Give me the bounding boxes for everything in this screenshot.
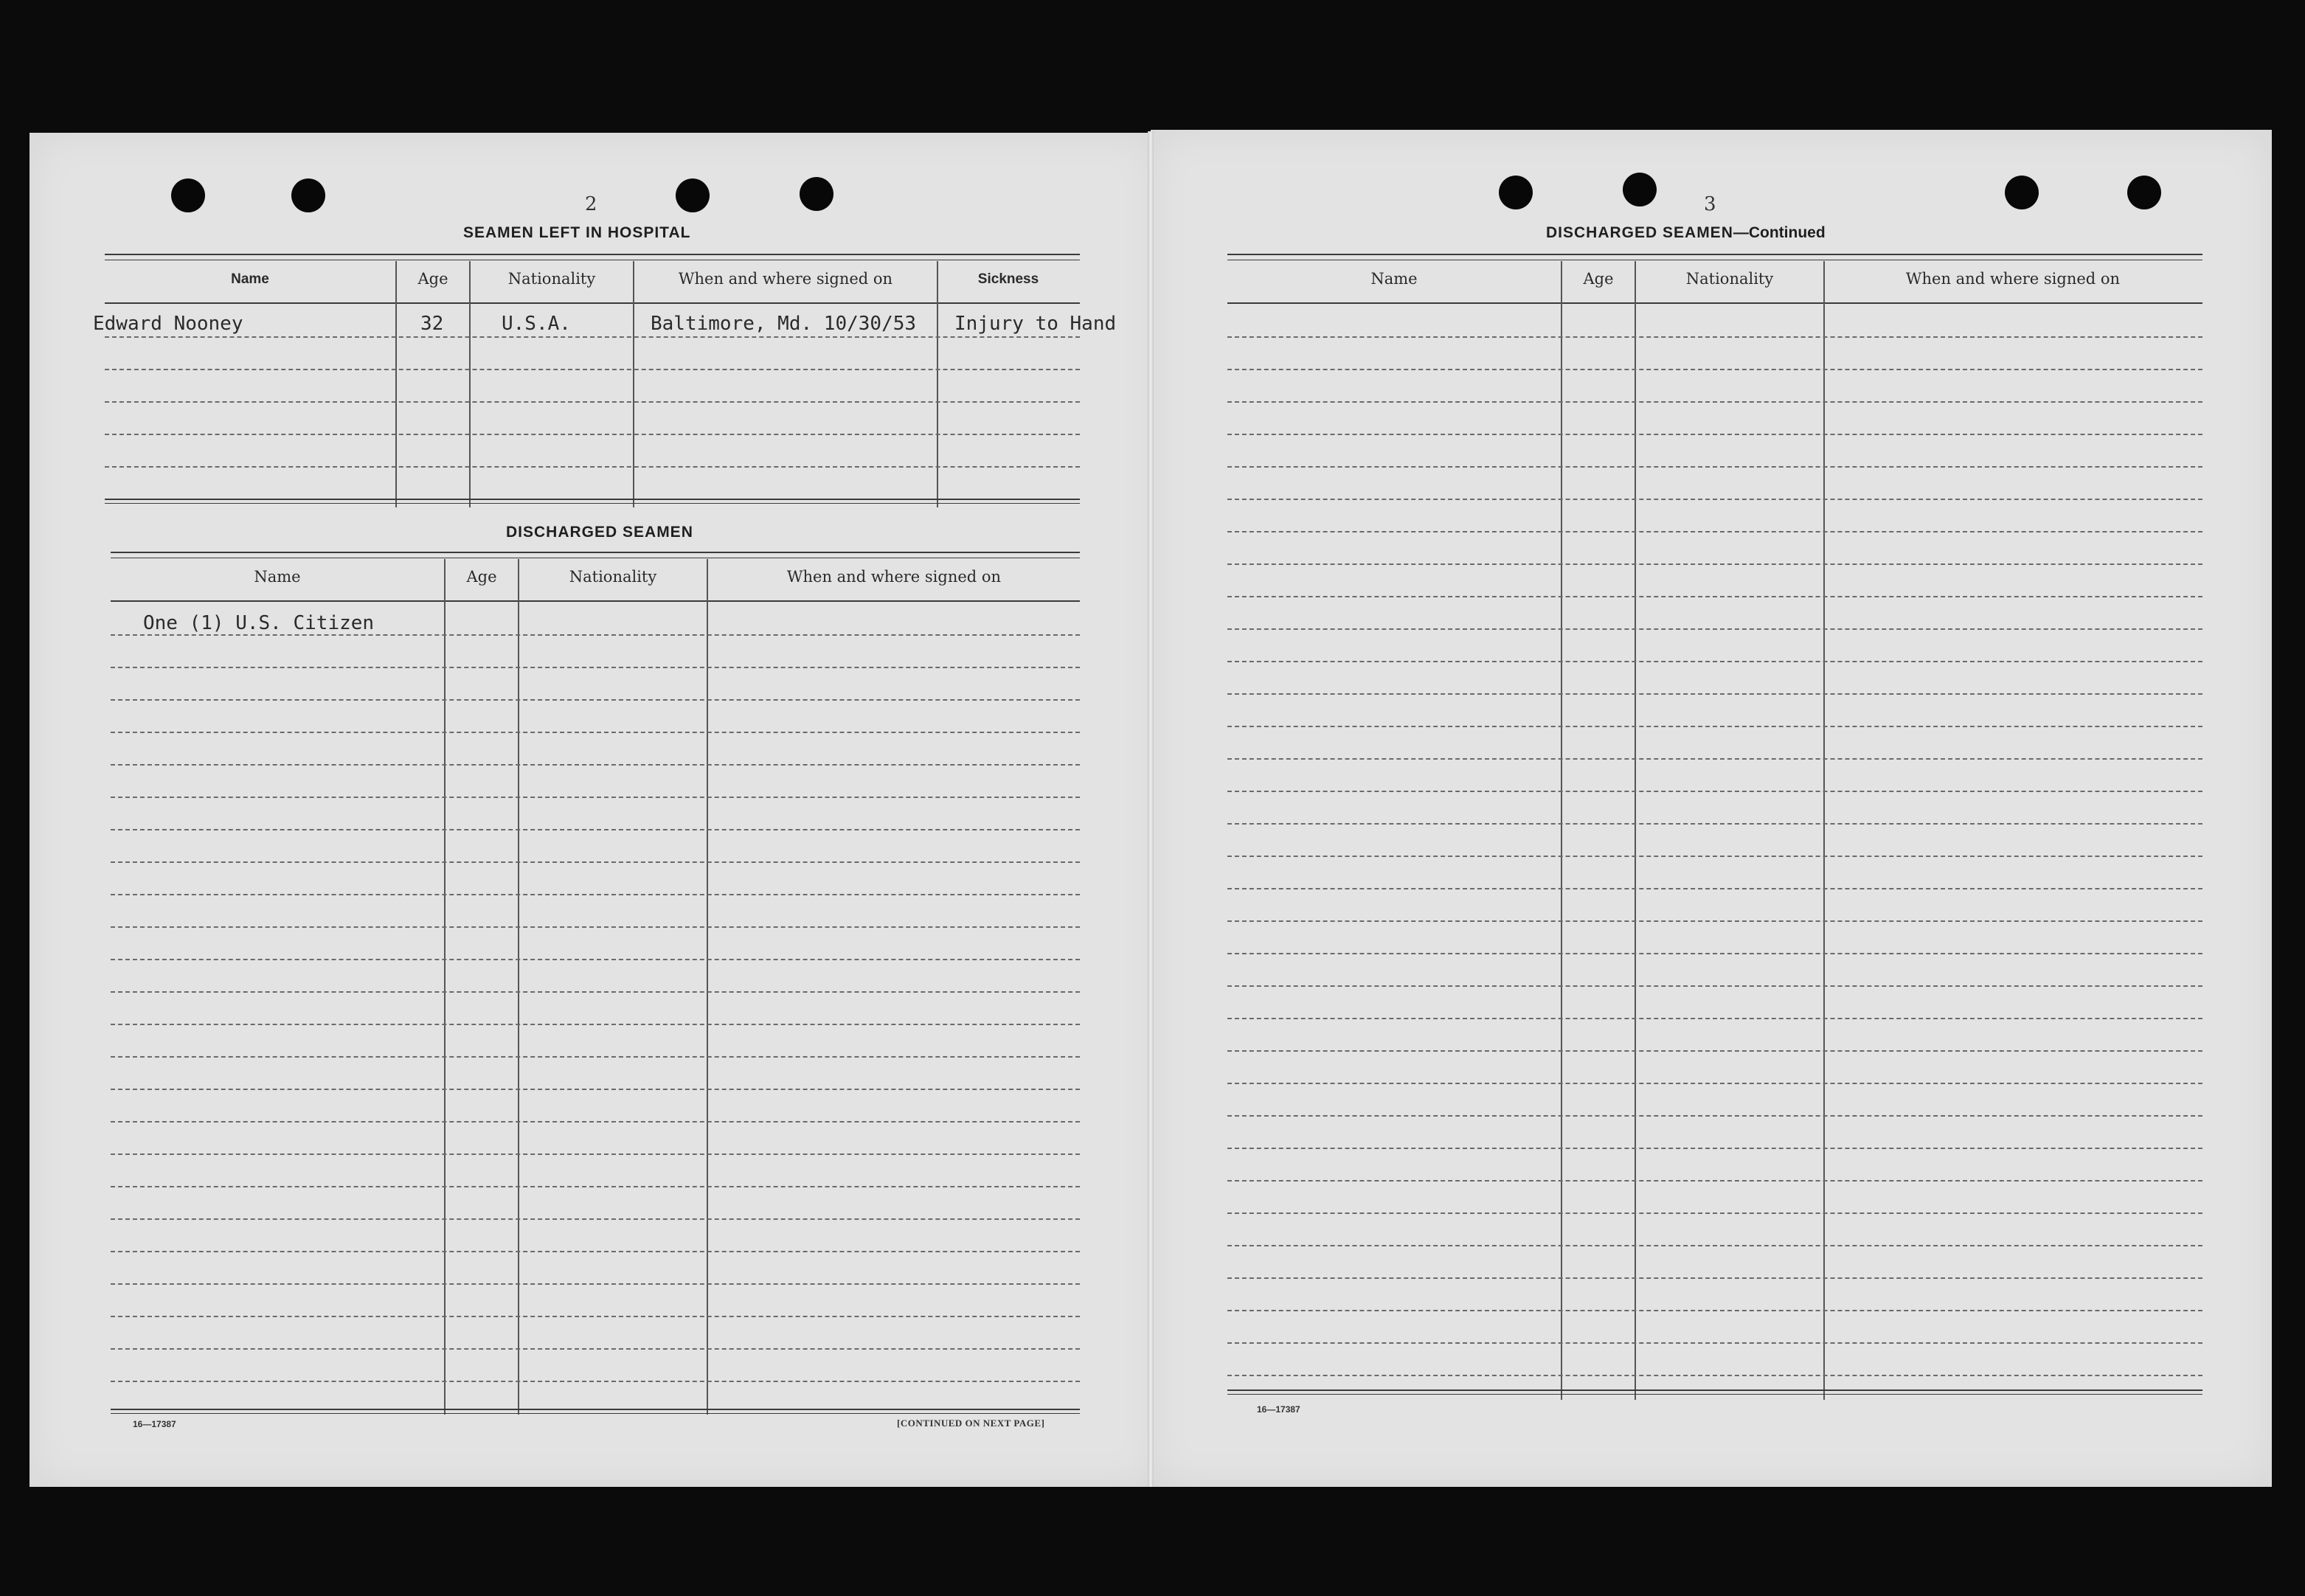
punch-hole-icon	[2127, 176, 2161, 209]
col-header-sickness: Sickness	[977, 271, 1039, 287]
continued-note: [CONTINUED ON NEXT PAGE]	[897, 1418, 1045, 1429]
col-header-name: Name	[254, 568, 301, 586]
form-number: 16—17387	[1257, 1404, 1300, 1415]
discharged-table	[111, 552, 1080, 1412]
punch-hole-icon	[1499, 176, 1533, 209]
seaman-name: Edward Nooney	[93, 313, 243, 335]
title-continued: —Continued	[1733, 224, 1826, 241]
seaman-age: 32	[420, 313, 444, 335]
col-header-signed-on: When and where signed on	[678, 270, 893, 288]
col-header-age: Age	[1583, 270, 1614, 288]
page-number: 3	[1704, 193, 1716, 215]
col-header-nationality: Nationality	[507, 270, 596, 288]
discharged-name: One (1) U.S. Citizen	[143, 612, 375, 634]
punch-hole-icon	[2005, 176, 2039, 209]
discharged-title: DISCHARGED SEAMEN	[506, 524, 693, 541]
col-header-signed-on: When and where signed on	[1905, 270, 2121, 288]
col-header-name: Name	[231, 271, 269, 287]
seaman-sickness: Injury to Hand	[954, 313, 1117, 335]
col-header-age: Age	[466, 568, 497, 586]
seaman-signed-on: Baltimore, Md. 10/30/53	[651, 313, 917, 335]
hospital-table	[93, 254, 1117, 504]
punch-hole-icon	[171, 178, 205, 212]
discharged-continued-table	[1227, 254, 2202, 1397]
col-header-age: Age	[417, 270, 448, 288]
hospital-title: SEAMEN LEFT IN HOSPITAL	[463, 224, 691, 241]
page-fold	[1148, 131, 1154, 1487]
col-header-nationality: Nationality	[569, 568, 657, 586]
punch-hole-icon	[676, 178, 710, 212]
punch-hole-icon	[1623, 173, 1657, 207]
seaman-nationality: U.S.A.	[502, 313, 571, 335]
punch-hole-icon	[291, 178, 325, 212]
punch-hole-icon	[800, 177, 833, 211]
col-header-nationality: Nationality	[1685, 270, 1774, 288]
form-number: 16—17387	[133, 1419, 176, 1429]
page-number: 2	[585, 193, 597, 215]
col-header-signed-on: When and where signed on	[786, 568, 1002, 586]
col-header-name: Name	[1370, 270, 1418, 288]
title-main: DISCHARGED SEAMEN	[1546, 224, 1733, 241]
discharged-continued-title	[1546, 224, 1826, 242]
